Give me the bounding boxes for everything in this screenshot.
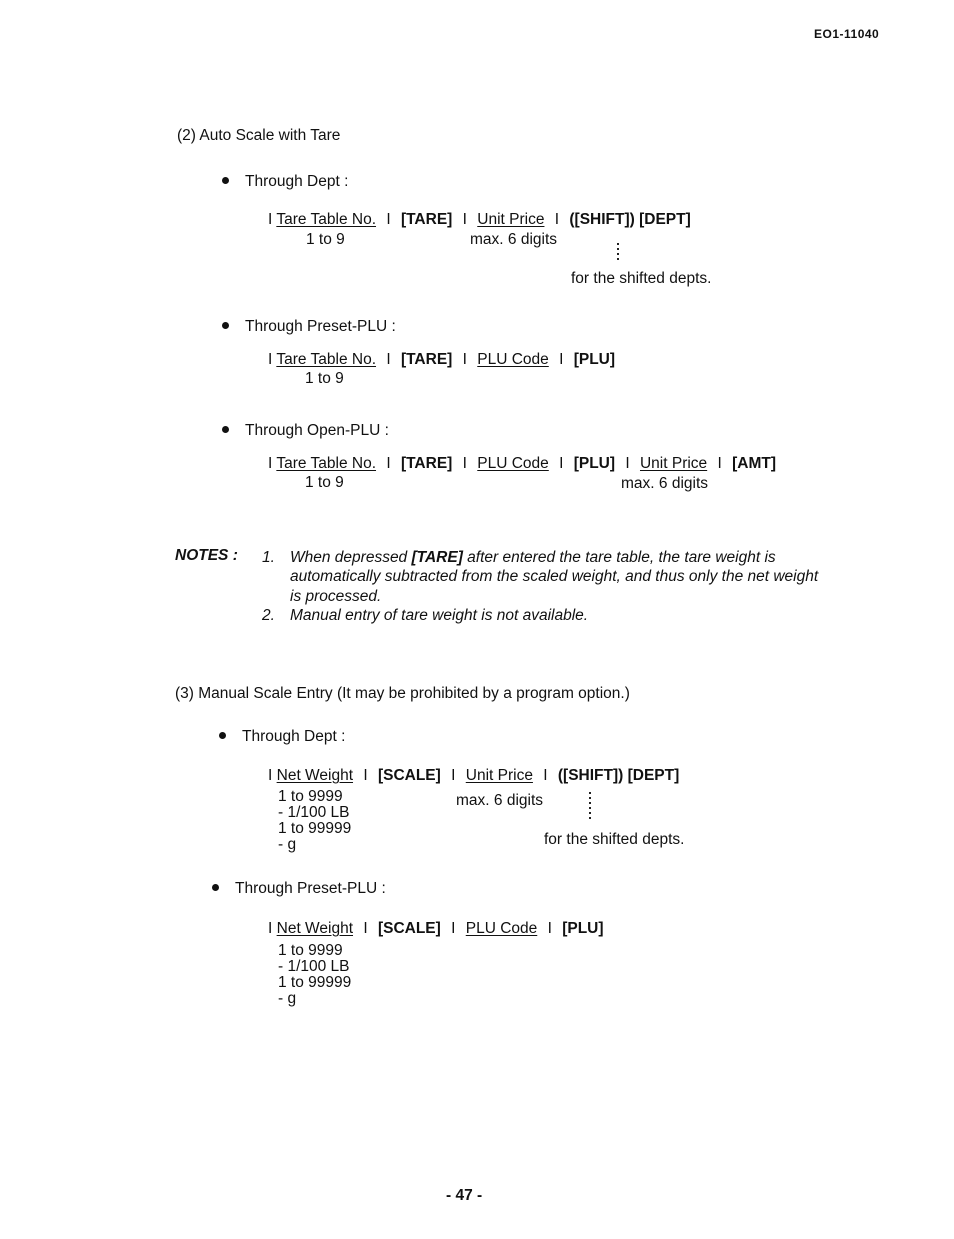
separator: I: [554, 211, 560, 228]
document-id: EO1-11040: [814, 27, 880, 41]
section-2-preset-sequence: [268, 351, 615, 369]
hint-digits: max. 6 digits: [456, 792, 544, 809]
hint-line: - g: [278, 990, 297, 1007]
section-2-preset-heading: [222, 318, 396, 336]
note-key: [TARE]: [411, 549, 463, 566]
seq-key: [PLU]: [562, 920, 604, 937]
heading-label: Through Dept :: [242, 728, 346, 745]
page-number: - 47 -: [446, 1187, 483, 1204]
section-2-open-sequence: [268, 455, 776, 473]
seq-key: [TARE]: [400, 351, 453, 368]
hint-line: 1 to 9999: [278, 788, 343, 805]
seq-key: [AMT]: [732, 455, 777, 472]
seq-key: [PLU]: [573, 351, 616, 368]
bullet-icon: [222, 177, 229, 184]
hint-line: - g: [278, 836, 297, 853]
separator: I: [268, 351, 273, 368]
separator: I: [268, 920, 273, 937]
heading-label: Through Preset-PLU :: [235, 880, 386, 897]
seq-item: PLU Code: [477, 351, 549, 368]
separator: I: [363, 767, 368, 784]
dotted-connector: [617, 243, 619, 263]
seq-item: Tare Table No.: [276, 211, 377, 228]
separator: I: [386, 351, 391, 368]
note-1-number: 1.: [262, 549, 275, 566]
separator: I: [462, 455, 467, 472]
seq-item: PLU Code: [477, 455, 549, 472]
seq-item: Unit Price: [639, 455, 708, 472]
note-text: after entered the tare table, the tare weight is automatically subtracted from the scaled weight, and thus only the net weight is processed.: [290, 549, 819, 605]
separator: I: [386, 211, 391, 228]
hint-line: - 1/100 LB: [278, 804, 350, 821]
hint-line: 1 to 99999: [278, 974, 352, 991]
notes-label: NOTES :: [175, 547, 238, 564]
separator: I: [451, 920, 456, 937]
hint-digits: max. 6 digits: [470, 231, 558, 248]
separator: I: [462, 211, 467, 228]
hint-range: 1 to 9: [306, 231, 345, 248]
separator: I: [268, 767, 273, 784]
separator: I: [547, 920, 552, 937]
bullet-icon: [219, 732, 226, 739]
hint-range: 1 to 9: [305, 370, 344, 387]
separator: I: [451, 767, 456, 784]
separator: I: [559, 351, 564, 368]
separator: I: [625, 455, 630, 472]
note-text: When depressed: [290, 549, 412, 566]
section-2-open-heading: [222, 422, 389, 440]
heading-label: Through Preset-PLU :: [245, 318, 396, 335]
seq-item: Tare Table No.: [276, 455, 377, 472]
seq-key: [SCALE]: [377, 767, 441, 784]
bullet-icon: [212, 884, 219, 891]
section-3-title: (3) Manual Scale Entry (It may be prohibited by a program option.): [175, 685, 630, 702]
weight-hints: [278, 943, 351, 1007]
section-2-dept-heading: [222, 173, 348, 191]
seq-item: Net Weight: [276, 767, 354, 784]
bullet-icon: [222, 426, 229, 433]
hint-range: 1 to 9: [305, 474, 344, 491]
section-3-preset-sequence: [268, 920, 604, 938]
note-2-text: Manual entry of tare weight is not available.: [290, 607, 589, 624]
note-1-text: [290, 548, 820, 606]
seq-key: ([SHIFT]) [DEPT]: [557, 767, 680, 784]
hint-digits: max. 6 digits: [621, 475, 709, 492]
separator: I: [543, 767, 548, 784]
heading-label: Through Open-PLU :: [245, 422, 389, 439]
seq-item: Net Weight: [276, 920, 354, 937]
hint-shifted: for the shifted depts.: [571, 270, 712, 287]
heading-label: Through Dept :: [245, 173, 349, 190]
dotted-connector: [589, 792, 591, 822]
bullet-icon: [222, 322, 229, 329]
seq-item: Unit Price: [465, 767, 533, 784]
seq-key: ([SHIFT]) [DEPT]: [569, 211, 691, 228]
separator: I: [462, 351, 467, 368]
separator: I: [268, 455, 273, 472]
hint-line: 1 to 9999: [278, 942, 343, 959]
seq-item: Unit Price: [477, 211, 545, 228]
hint-line: - 1/100 LB: [278, 958, 350, 975]
seq-item: Tare Table No.: [276, 351, 377, 368]
seq-key: [SCALE]: [377, 920, 441, 937]
weight-hints: [278, 789, 351, 853]
seq-key: [TARE]: [400, 455, 453, 472]
section-2-dept-sequence: [268, 211, 691, 229]
hint-line: 1 to 99999: [278, 820, 352, 837]
seq-key: [TARE]: [400, 211, 453, 228]
section-3-dept-sequence: [268, 767, 679, 785]
separator: I: [717, 455, 722, 472]
note-2-number: 2.: [262, 607, 275, 624]
separator: I: [268, 211, 273, 228]
seq-item: PLU Code: [465, 920, 538, 937]
section-3-dept-heading: [219, 728, 345, 746]
separator: I: [386, 455, 391, 472]
separator: I: [363, 920, 368, 937]
hint-shifted: for the shifted depts.: [544, 831, 685, 848]
separator: I: [559, 455, 564, 472]
section-3-preset-heading: [212, 880, 386, 898]
section-2-title: (2) Auto Scale with Tare: [177, 127, 341, 144]
seq-key: [PLU]: [573, 455, 616, 472]
